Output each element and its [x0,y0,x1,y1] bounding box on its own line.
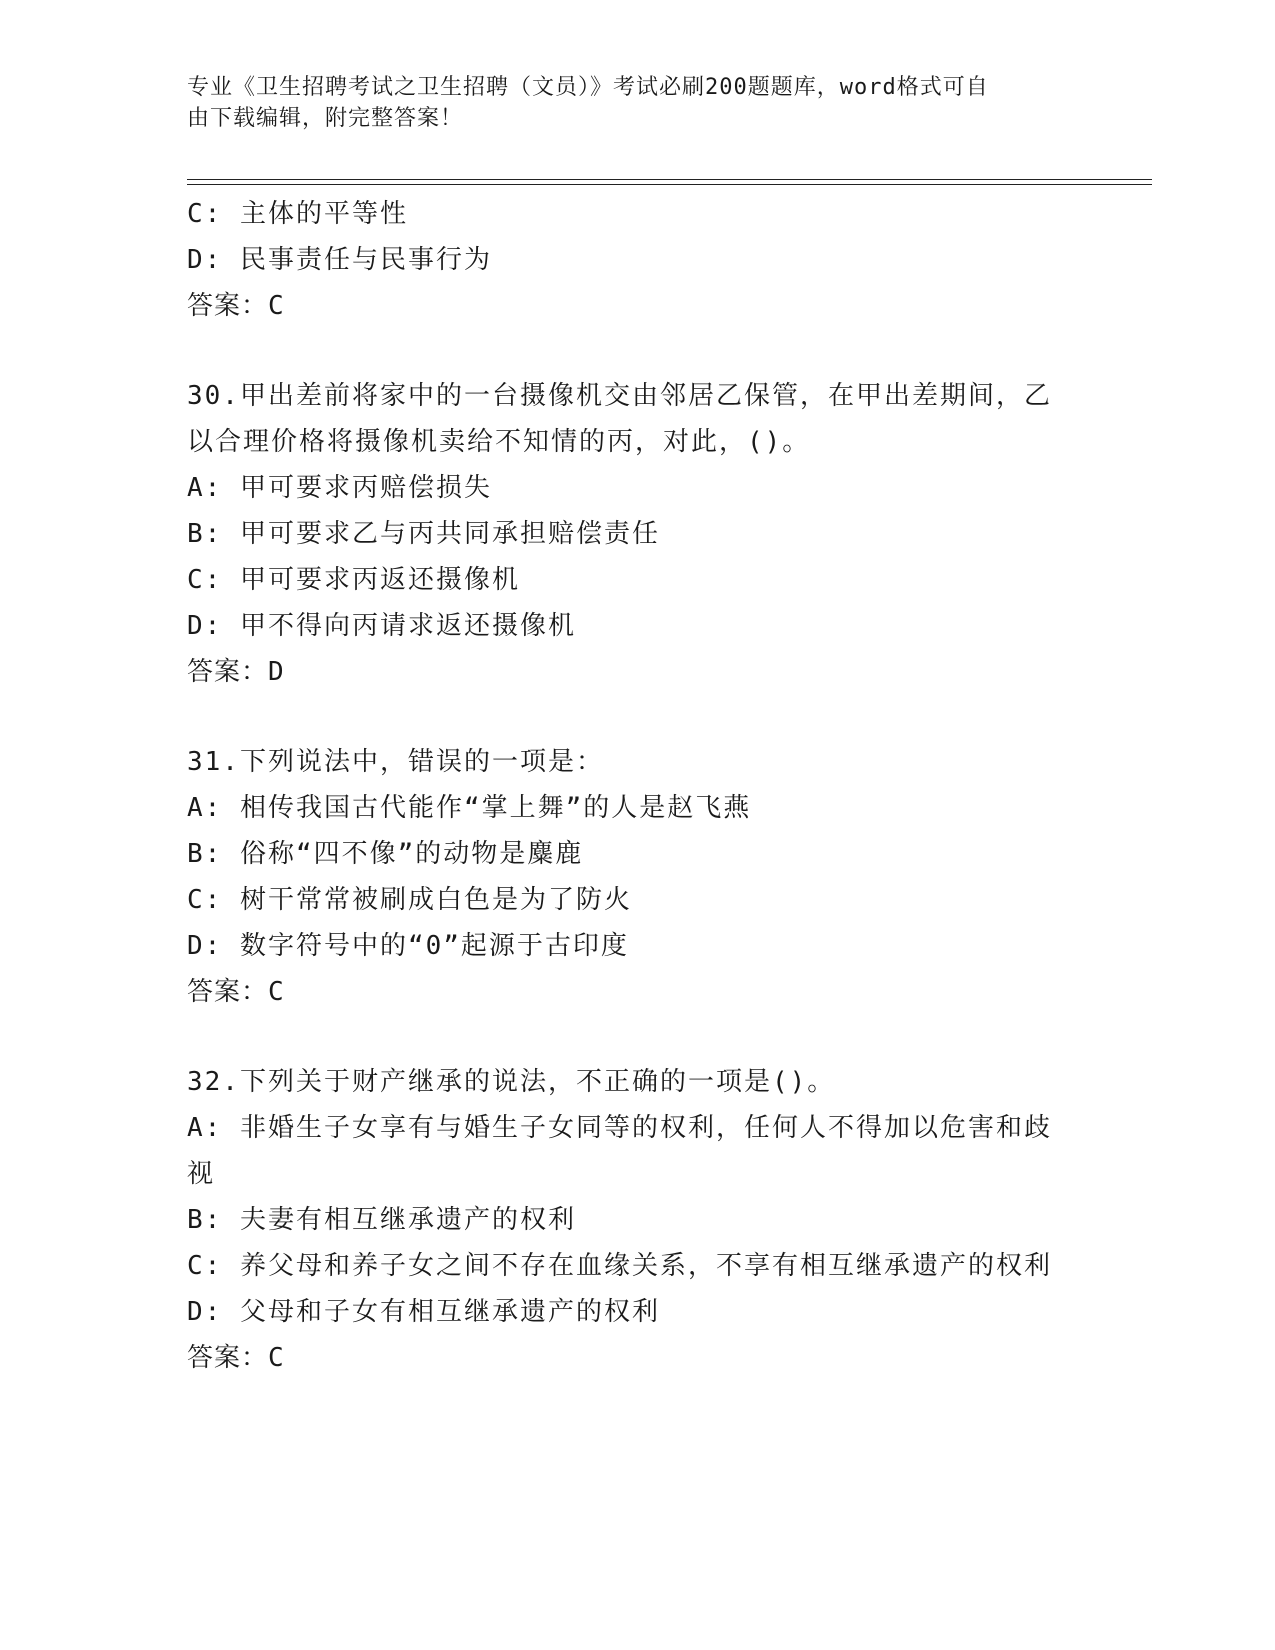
question-31 [187,739,1087,1015]
answer-line: 答案：C [187,291,285,321]
header-divider-top [187,179,1152,180]
option-b: B: 甲可要求乙与丙共同承担赔偿责任 [187,519,660,549]
spacer [187,329,1087,373]
answer-line: 答案：C [187,977,285,1007]
option-c: C: 树干常常被刷成白色是为了防火 [187,885,632,915]
answer-line: 答案：D [187,657,285,687]
option-d: D: 父母和子女有相互继承遗产的权利 [187,1297,660,1327]
continued-question [187,191,1087,329]
option-c: C: 主体的平等性 [187,199,408,229]
option-a: A: 相传我国古代能作“掌上舞”的人是赵飞燕 [187,793,752,823]
spacer [187,1015,1087,1059]
question-stem-line: 31.下列说法中，错误的一项是： [187,747,604,777]
document-header [187,72,1077,134]
question-32 [187,1059,1087,1381]
option-a-continuation: 视 [187,1159,216,1189]
question-30 [187,373,1087,695]
header-divider-bottom [187,184,1152,185]
option-d: D: 数字符号中的“0”起源于古印度 [187,931,629,961]
option-c: C: 养父母和养子女之间不存在血缘关系，不享有相互继承遗产的权利 [187,1251,1052,1281]
question-stem-line: 以合理价格将摄像机卖给不知情的丙，对此，()。 [187,427,811,457]
option-d: D: 民事责任与民事行为 [187,245,492,275]
question-list [187,191,1087,1381]
option-b: B: 夫妻有相互继承遗产的权利 [187,1205,576,1235]
question-stem-line: 32.下列关于财产继承的说法，不正确的一项是()。 [187,1067,836,1097]
spacer [187,695,1087,739]
header-line-1: 专业《卫生招聘考试之卫生招聘（文员）》考试必刷200题题库，word格式可自 [187,75,989,100]
option-a: A: 非婚生子女享有与婚生子女同等的权利，任何人不得加以危害和歧 [187,1113,1052,1143]
option-a: A: 甲可要求丙赔偿损失 [187,473,492,503]
question-stem-line: 30.甲出差前将家中的一台摄像机交由邻居乙保管，在甲出差期间，乙 [187,381,1052,411]
option-d: D: 甲不得向丙请求返还摄像机 [187,611,576,641]
option-c: C: 甲可要求丙返还摄像机 [187,565,520,595]
option-b: B: 俗称“四不像”的动物是麋鹿 [187,839,584,869]
header-line-2: 由下载编辑，附完整答案！ [187,106,464,131]
answer-line: 答案：C [187,1343,285,1373]
